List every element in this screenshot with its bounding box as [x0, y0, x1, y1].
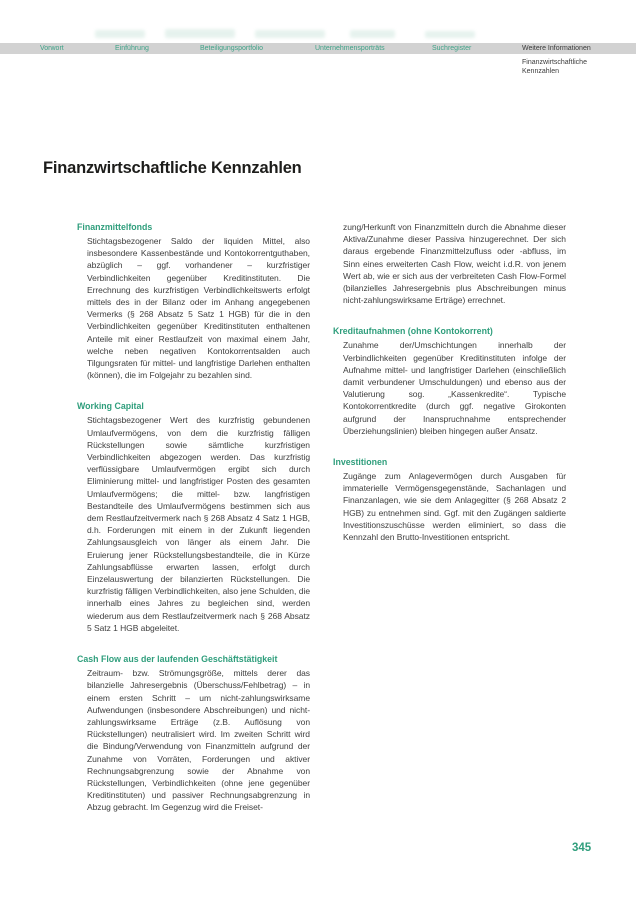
- tab-einfuehrung[interactable]: Einführung: [115, 45, 149, 52]
- section-tab-bar: [0, 43, 636, 54]
- column-right: [333, 221, 566, 833]
- tab-unternehmensportraets[interactable]: Unternehmensporträts: [315, 45, 385, 52]
- page-title: Finanzwirtschaftliche Kennzahlen: [43, 159, 302, 178]
- subsection-line-2: Kennzahlen: [522, 68, 559, 75]
- glossary-definition: Stichtagsbezogener Saldo der liquiden Mittel, also insbesondere Kassenbestände und Kontokorrentguthaben, abzüglich – ggf. vorhandener – kurzfristiger Verbindlichkeiten gegenüber Kreditinstituten. Die Errechnung des kurzfristigen Verbindlichkeitswerts erfolgt mittels des in der Bilanz oder im Anhang angegebenen Vermerks (§ 268 Absatz 5 Satz 1 HGB) für die in den Verbindlichkeiten gegenüber Kreditinstituten enthaltenen Anteile mit einer Restlaufzeit von maximal einem Jahr, welche neben negativen Kontokorrentsalden auch Tilgungsraten für mittel- und langfristige Darlehen enthalten (können), die im Folgejahr zu bezahlen sind.: [87, 236, 310, 381]
- glossary-columns: [77, 221, 569, 833]
- glossary-definition: Stichtagsbezogener Wert des kurzfristig gebundenen Umlaufvermögens, von dem die kurzfristig fälligen Rückstellungen sowie sämtliche kurzfristigen Verbindlichkeiten abgezogen werden. Das kurzfristig verflüssigbare Umlaufvermögen ergibt sich durch Eliminierung mittel- und langfristiger Posten des gesamten Umlaufvermögens; die mittel- bzw. langfristigen Bestandteile des Umlaufvermögens bestimmen sich aus dem Restlaufzeitvermerk nach § 268 Absatz 4 Satz 1 HGB, d.h. Forderungen mit einem in der Zukunft liegenden Zahlungsausgleich von länger als einem Jahr. Die Eruierung jener Rückstellungsbestandteile, die in Kürze Zahlungsabflüsse erwarten lassen, erfolgt durch Einzelauswertung der bilanzierten Rückstellungen. Die kurzfristig fälligen Verbindlichkeiten, also jene Schulden, die innerhalb eines Jahres zu begleichen sind, werden wiederum aus dem Restlaufzeitvermerk nach § 268 Absatz 5 Satz 1 HGB abgeleitet.: [87, 415, 310, 633]
- glossary-term-heading: Investitionen: [333, 457, 388, 468]
- glossary-term-heading: Cash Flow aus der laufenden Geschäftstätigkeit: [77, 654, 278, 665]
- glossary-definition: zung/Herkunft von Finanzmitteln durch die Abnahme dieser Aktiva/Zunahme dieser Passiva hinzugerechnet. Der sich daraus ergebende Finanzmittelzufluss oder -abfluss, im Sinn eines erweiterten Cash Flow, weicht i.d.R. von jenem Wert ab, wie er sich aus der verbreiteten Cash Flow-Formel (bilanzielles Jahresergebnis plus Abschreibungen minus nicht-zahlungswirksame Erträge) errechnet.: [343, 222, 566, 306]
- glossary-term-heading: Kreditaufnahmen (ohne Kontokorrent): [333, 326, 493, 337]
- tab-beteiligungsportfolio[interactable]: Beteiligungsportfolio: [200, 45, 264, 52]
- tab-vorwort[interactable]: Vorwort: [40, 45, 64, 52]
- glossary-entry-investitionen: [333, 456, 566, 543]
- print-artifact: [255, 30, 325, 38]
- subsection-line-1: Finanzwirtschaftliche: [522, 59, 587, 66]
- glossary-entry-cash-flow-continuation: [333, 221, 566, 306]
- glossary-definition: Zeitraum- bzw. Strömungsgröße, mittels derer das bilanzielle Jahresergebnis (Überschuss/Fehlbetrag) – in einem ersten Schritt – um nicht-zahlungswirksame Aufwendungen (insbesondere Abschreibungen) und nicht-zahlungswirksame Erträge (z.B. Auflösung von Rückstellungen) neutralisiert wird. Im zweiten Schritt wird die Bindung/Verwendung von Finanzmitteln aufgrund der Zunahme von Vorräten, Forderungen und aktiver Rechnungsabgrenzung sowie der Abnahme von Rückstellungen, Verbindlichkeiten (ohne jene gegenüber Kreditinstituten) und passiver Rechnungsabgrenzung in Abzug gebracht. Im Gegenzug wird die Freiset-: [87, 668, 310, 813]
- print-artifact: [425, 31, 475, 38]
- print-artifact: [95, 30, 145, 38]
- page-number: 345: [572, 842, 592, 854]
- glossary-entry-kreditaufnahmen: [333, 325, 566, 437]
- glossary-term-heading: Working Capital: [77, 401, 144, 412]
- glossary-entry-working-capital: [77, 400, 310, 634]
- tab-suchregister[interactable]: Suchregister: [432, 45, 472, 52]
- glossary-entry-finanzmittelfonds: [77, 221, 310, 381]
- print-artifact: [165, 29, 235, 38]
- tab-weitere-informationen[interactable]: Weitere Informationen: [522, 45, 591, 52]
- print-artifact: [350, 30, 395, 38]
- glossary-term-heading: Finanzmittelfonds: [77, 222, 153, 232]
- glossary-definition: Zunahme der/Umschichtungen innerhalb der Verbindlichkeiten gegenüber Kreditinstituten infolge der Aufnahme mittel- und langfristiger Darlehen (einschließlich damit verbundener Umschuldungen) und ebenso aus der Valutierung sog. „Kassenkredite“. Typische Kontokorrentkredite (durch ggf. negative Girokonten aufgrund der Inanspruchnahme entsprechender Überziehungslinien) bleiben hingegen außer Ansatz.: [343, 340, 566, 436]
- active-subsection-label: [522, 58, 587, 76]
- column-left: [77, 221, 310, 833]
- glossary-entry-cash-flow: [77, 653, 310, 813]
- glossary-definition: Zugänge zum Anlagevermögen durch Ausgaben für immaterielle Vermögensgegenstände, Sachanlagen und Finanzanlagen, wie sie dem Anlagegitter (§ 268 Absatz 2 HGB) zu entnehmen sind. Ggf. mit den Zugängen saldierte Investitionszuschüsse werden eliminiert, so dass die Kennzahl den Brutto-Investitionen entspricht.: [343, 471, 566, 543]
